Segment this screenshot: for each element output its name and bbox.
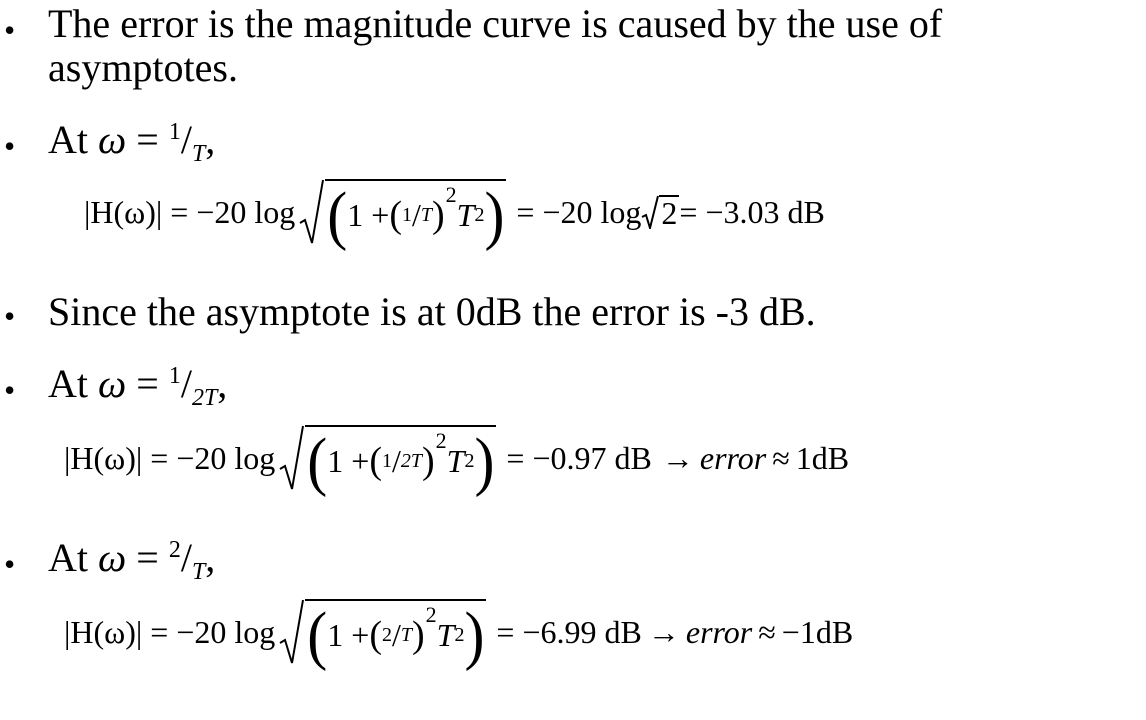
frac-slash: / <box>180 535 192 580</box>
at-label: At <box>48 535 98 580</box>
eq3-one-plus: 1 + <box>327 617 370 653</box>
eq2-error-word: error <box>699 440 767 476</box>
eq2-result: = −0.97 dB <box>506 440 652 476</box>
eq1-sqrt: ( 1 + ( 1 / T ) 2 T 2 ) <box>299 179 506 245</box>
eq1-final: = −3.03 dB <box>679 194 825 230</box>
sqrt-sign-icon <box>279 425 305 491</box>
arrow-right-icon: → <box>661 440 694 476</box>
frac-num: 2 <box>168 537 181 563</box>
eq2-approx: ≈ <box>772 440 790 476</box>
frac-den: T <box>191 559 206 585</box>
eq3-error-word: error <box>685 614 753 650</box>
bullet-5: • <box>4 546 16 582</box>
text-line-1: The error is the magnitude curve is caused by the use of <box>48 1 943 46</box>
eq3-frac-den: T <box>400 624 412 646</box>
comma: , <box>217 361 228 406</box>
eq3-T: T <box>436 617 455 653</box>
frac-den: 2T <box>191 385 218 411</box>
equation-1 <box>84 170 825 254</box>
eq3-exp: 2 <box>425 602 437 627</box>
eq3-approx: ≈ <box>758 614 776 650</box>
at-label: At <box>48 361 98 406</box>
bullet-2: • <box>4 128 16 164</box>
sqrt-sign-icon <box>299 179 325 245</box>
text-line-3: Since the asymptote is at 0dB the error is -3 dB. <box>48 289 816 334</box>
frac-num: 1 <box>168 363 181 389</box>
eq1-lhs: |H(ω)| = −20 log <box>84 194 296 230</box>
eq2-T: T <box>446 443 465 479</box>
eq1-frac-num: 1 <box>401 204 412 226</box>
sqrt-sign-icon <box>279 599 305 665</box>
frac-den: T <box>191 141 206 167</box>
eq2-error-value: 1dB <box>795 440 850 476</box>
frac-num: 1 <box>168 119 181 145</box>
eq2-frac-den: 2T <box>400 450 422 472</box>
equals-sign: = <box>126 117 169 162</box>
arrow-right-icon: → <box>647 614 680 650</box>
equals-sign: = <box>126 361 169 406</box>
equals-sign: = <box>126 535 169 580</box>
comma: , <box>205 535 216 580</box>
eq3-frac-num: 2 <box>381 624 392 646</box>
omega-symbol: ω <box>98 361 127 406</box>
eq3-lhs: |H(ω)| = −20 log <box>64 614 276 650</box>
equation-2 <box>64 416 849 500</box>
eq2-exp: 2 <box>435 428 447 453</box>
at-omega-line-5 <box>48 535 216 585</box>
eq1-sqrt-arg: 2 <box>661 195 678 231</box>
eq1-result: = −20 log <box>516 194 642 230</box>
at-label: At <box>48 117 98 162</box>
omega-symbol: ω <box>98 117 127 162</box>
bullet-3: • <box>4 298 16 334</box>
eq3-T-exp: 2 <box>454 624 465 646</box>
eq3-error-value: −1dB <box>781 614 854 650</box>
eq2-one-plus: 1 + <box>327 443 370 479</box>
eq1-one-plus: 1 + <box>347 197 390 233</box>
frac-slash: / <box>180 361 192 406</box>
eq1-sqrt2 <box>641 195 679 229</box>
at-omega-line-4 <box>48 361 228 411</box>
bullet-4: • <box>4 372 16 408</box>
eq3-sqrt: ( 1 + ( 2 / T ) 2 T 2 ) <box>279 599 486 665</box>
eq2-lhs: |H(ω)| = −20 log <box>64 440 276 476</box>
frac-slash: / <box>180 117 192 162</box>
omega-symbol: ω <box>98 535 127 580</box>
eq1-T-exp: 2 <box>474 204 485 226</box>
eq1-frac-den: T <box>420 204 432 226</box>
eq3-result: = −6.99 dB <box>496 614 642 650</box>
equation-3 <box>64 590 853 674</box>
sqrt-small-icon <box>641 195 659 229</box>
comma: , <box>205 117 216 162</box>
text-line-1b: asymptotes. <box>48 45 238 90</box>
eq2-T-exp: 2 <box>464 450 475 472</box>
bullet-1: • <box>4 12 16 48</box>
eq2-sqrt: ( 1 + ( 1 / 2T ) 2 T 2 ) <box>279 425 496 491</box>
eq1-T: T <box>456 197 475 233</box>
at-omega-line-2 <box>48 117 216 167</box>
eq1-exp: 2 <box>445 182 457 207</box>
eq2-frac-num: 1 <box>381 450 392 472</box>
